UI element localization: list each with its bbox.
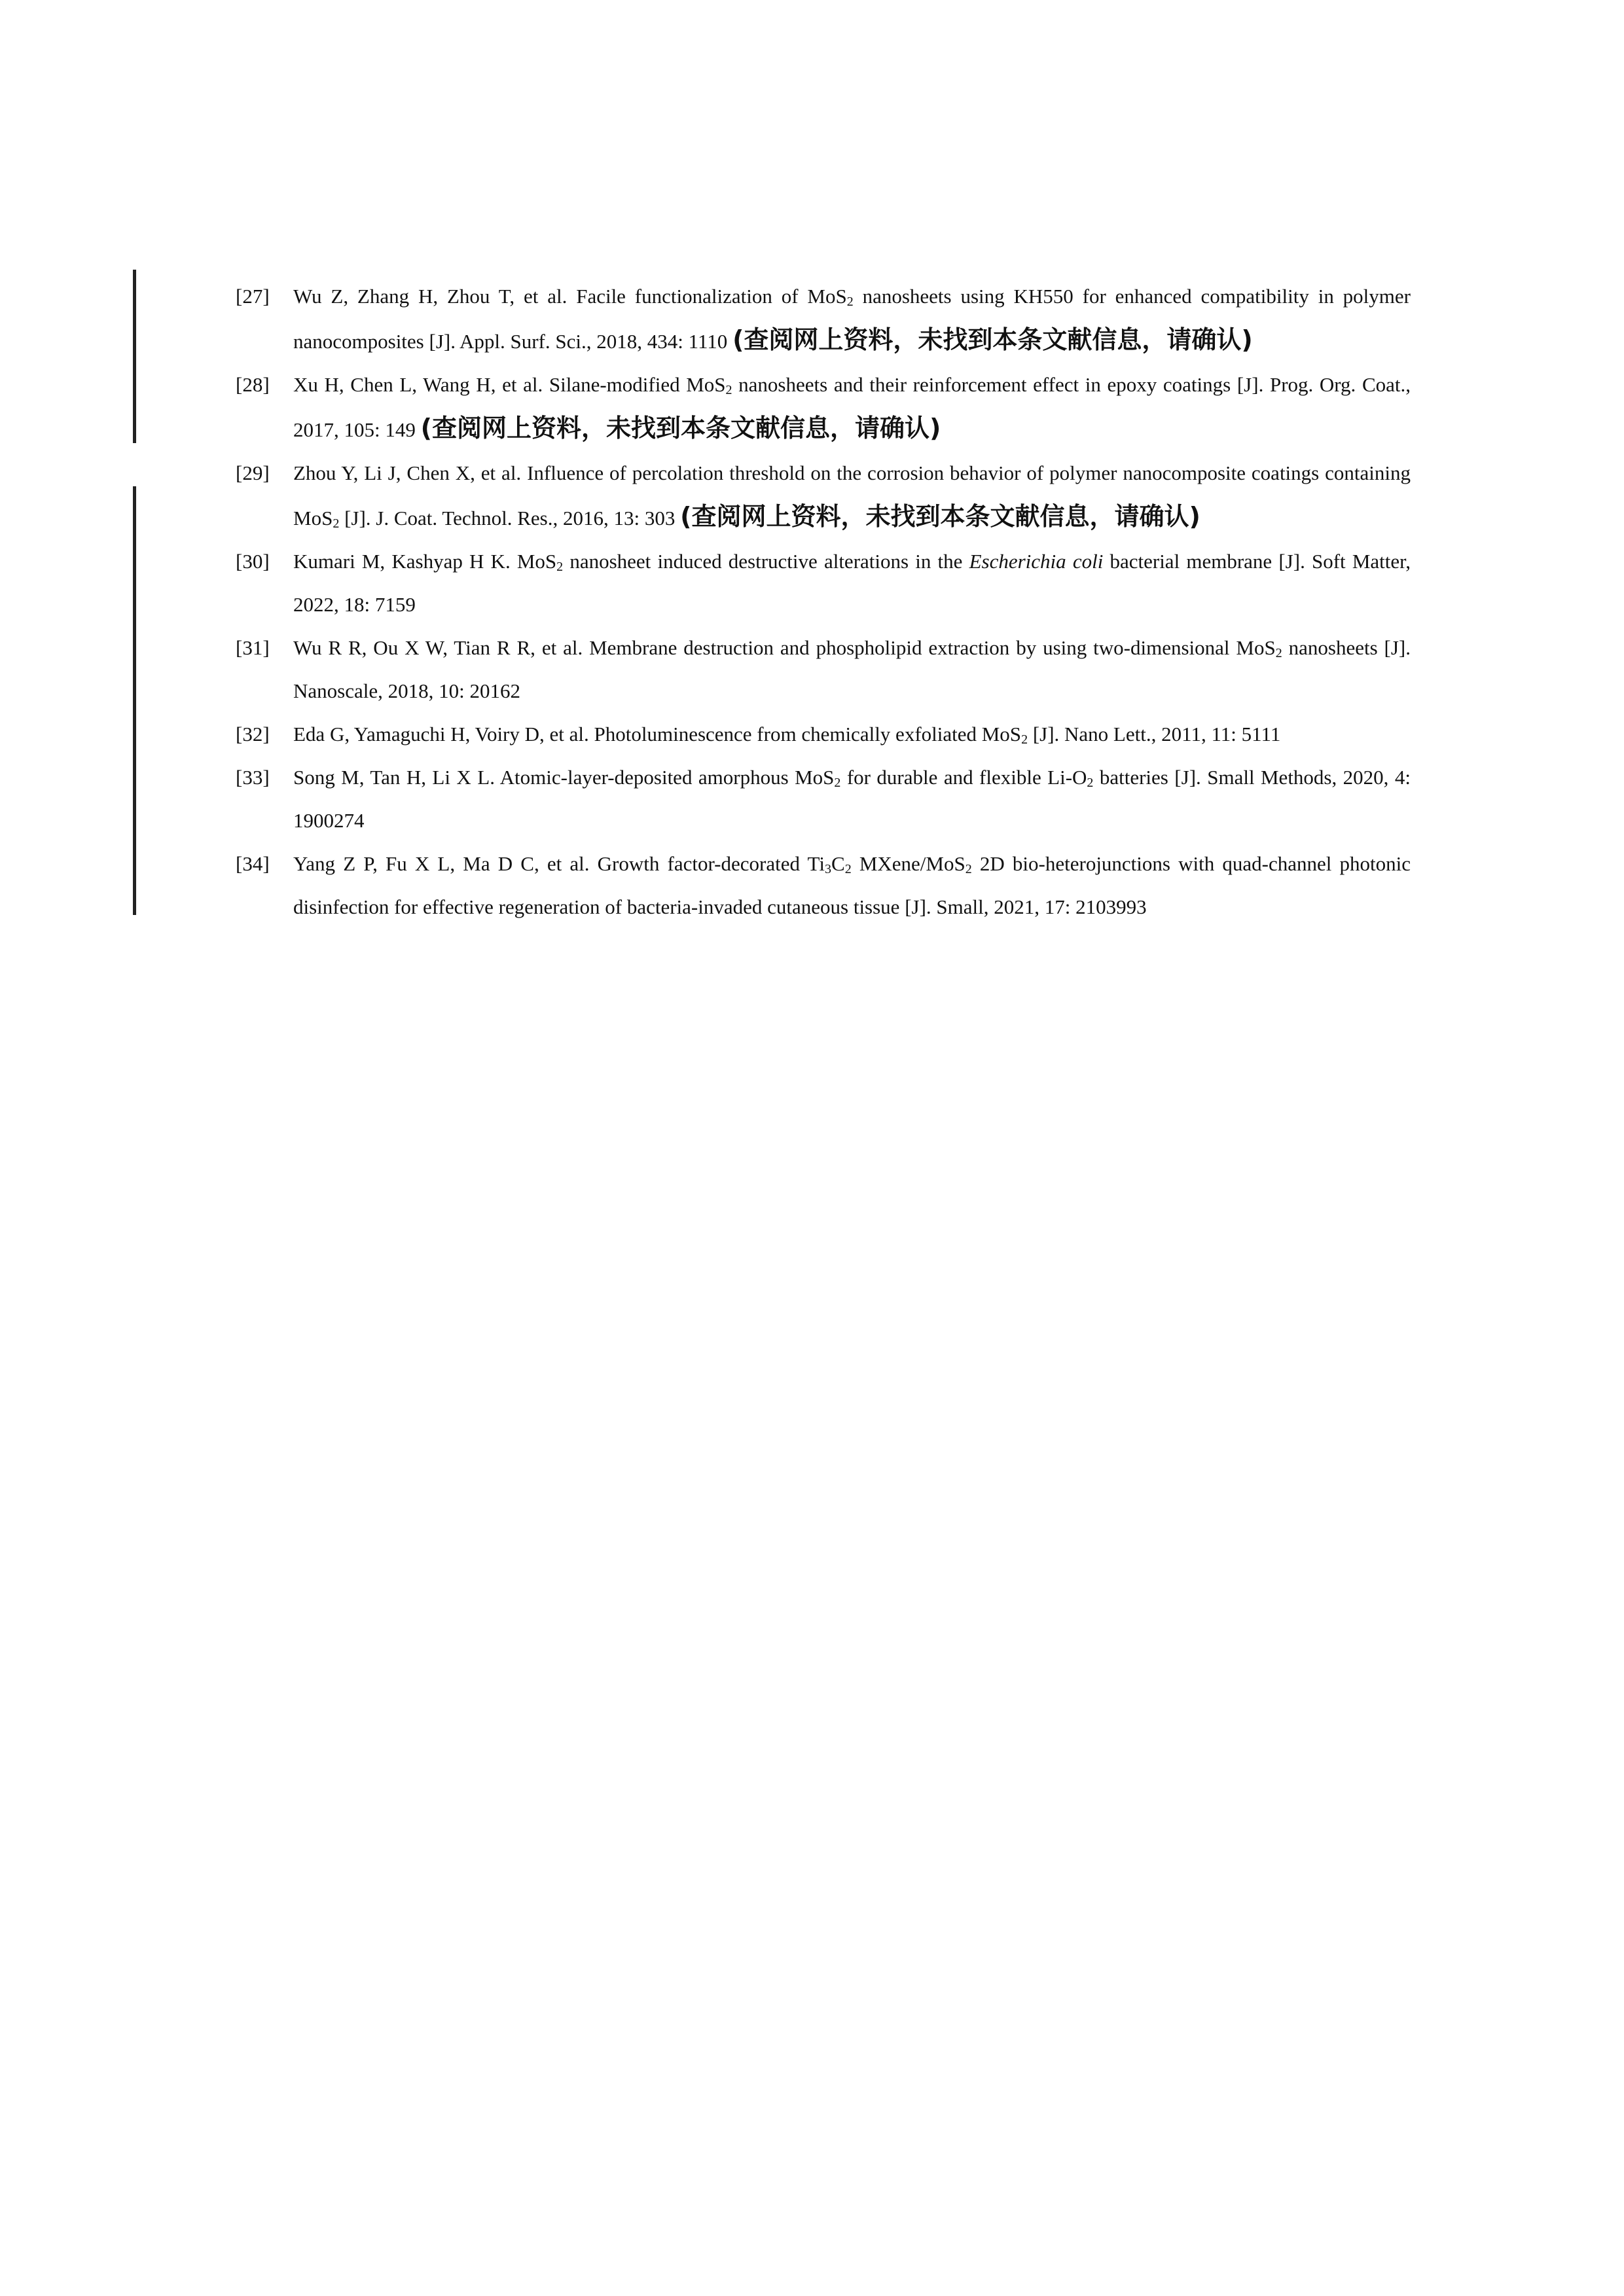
revision-change-bar bbox=[133, 486, 136, 915]
reference-number: [33] bbox=[236, 766, 270, 789]
editor-note: (查阅网上资料，未找到本条文献信息，请确认) bbox=[420, 414, 941, 442]
reference-number: [31] bbox=[236, 636, 270, 659]
reference-item-27: [27] Wu Z, Zhang H, Zhou T, et al. Facile functionalization of MoS$_2$ nanosheets using KH550 for enhanced compatibility in polymer nanocomposites [J]. Appl. Surf. Sci., 2018, 434: 1110 (查阅网上资料，未找到本条文献信息，请确认) bbox=[236, 275, 1411, 363]
editor-note: (查阅网上资料，未找到本条文献信息，请确认) bbox=[680, 502, 1200, 531]
reference-number: [29] bbox=[236, 461, 270, 484]
reference-item-34: [34] Yang Z P, Fu X L, Ma D C, et al. Growth factor-decorated $Ti_3C_2$ MXene/MoS$_2$ 2D bio-heterojunctions with quad-channel photonic disinfection for effective regeneration of bacteria-invaded cutaneous tissue [J]. Small, 2021, 17: 2103993 bbox=[236, 842, 1411, 929]
reference-item-28: [28] Xu H, Chen L, Wang H, et al. Silane-modified MoS$_2$ nanosheets and their reinforcement effect in epoxy coatings [J]. Prog. Org. Coat., 2017, 105: 149 (查阅网上资料，未找到本条文献信息，请确认) bbox=[236, 363, 1411, 452]
revision-change-bar bbox=[133, 270, 136, 443]
reference-item-32: [32] Eda G, Yamaguchi H, Voiry D, et al. Photoluminescence from chemically exfoliated MoS$_2$ [J]. Nano Lett., 2011, 11: 5111 bbox=[236, 713, 1411, 756]
reference-item-29: [29] Zhou Y, Li J, Chen X, et al. Influence of percolation threshold on the corrosion behavior of polymer nanocomposite coatings containing MoS$_2$ [J]. J. Coat. Technol. Res., 2016, 13: 303 (查阅网上资料，未找到本条文献信息，请确认) bbox=[236, 452, 1411, 540]
reference-number: [27] bbox=[236, 285, 270, 308]
reference-item-31: [31] Wu R R, Ou X W, Tian R R, et al. Membrane destruction and phospholipid extraction by using two-dimensional MoS$_2$ nanosheets [J]. Nanoscale, 2018, 10: 20162 bbox=[236, 626, 1411, 713]
reference-number: [34] bbox=[236, 852, 270, 875]
reference-list bbox=[236, 275, 1411, 929]
species-name: Escherichia coli bbox=[969, 550, 1104, 573]
reference-number: [32] bbox=[236, 723, 270, 745]
reference-number: [30] bbox=[236, 550, 270, 573]
editor-note: (查阅网上资料，未找到本条文献信息，请确认) bbox=[732, 325, 1253, 354]
reference-number: [28] bbox=[236, 373, 270, 396]
reference-item-30: [30] Kumari M, Kashyap H K. MoS$_2$ nanosheet induced destructive alterations in the Escherichia coli bacterial membrane [J]. Soft Matter, 2022, 18: 7159 bbox=[236, 540, 1411, 626]
reference-item-33: [33] Song M, Tan H, Li X L. Atomic-layer-deposited amorphous MoS$_2$ for durable and flexible $Li-O_2$ batteries [J]. Small Methods, 2020, 4: 1900274 bbox=[236, 756, 1411, 842]
